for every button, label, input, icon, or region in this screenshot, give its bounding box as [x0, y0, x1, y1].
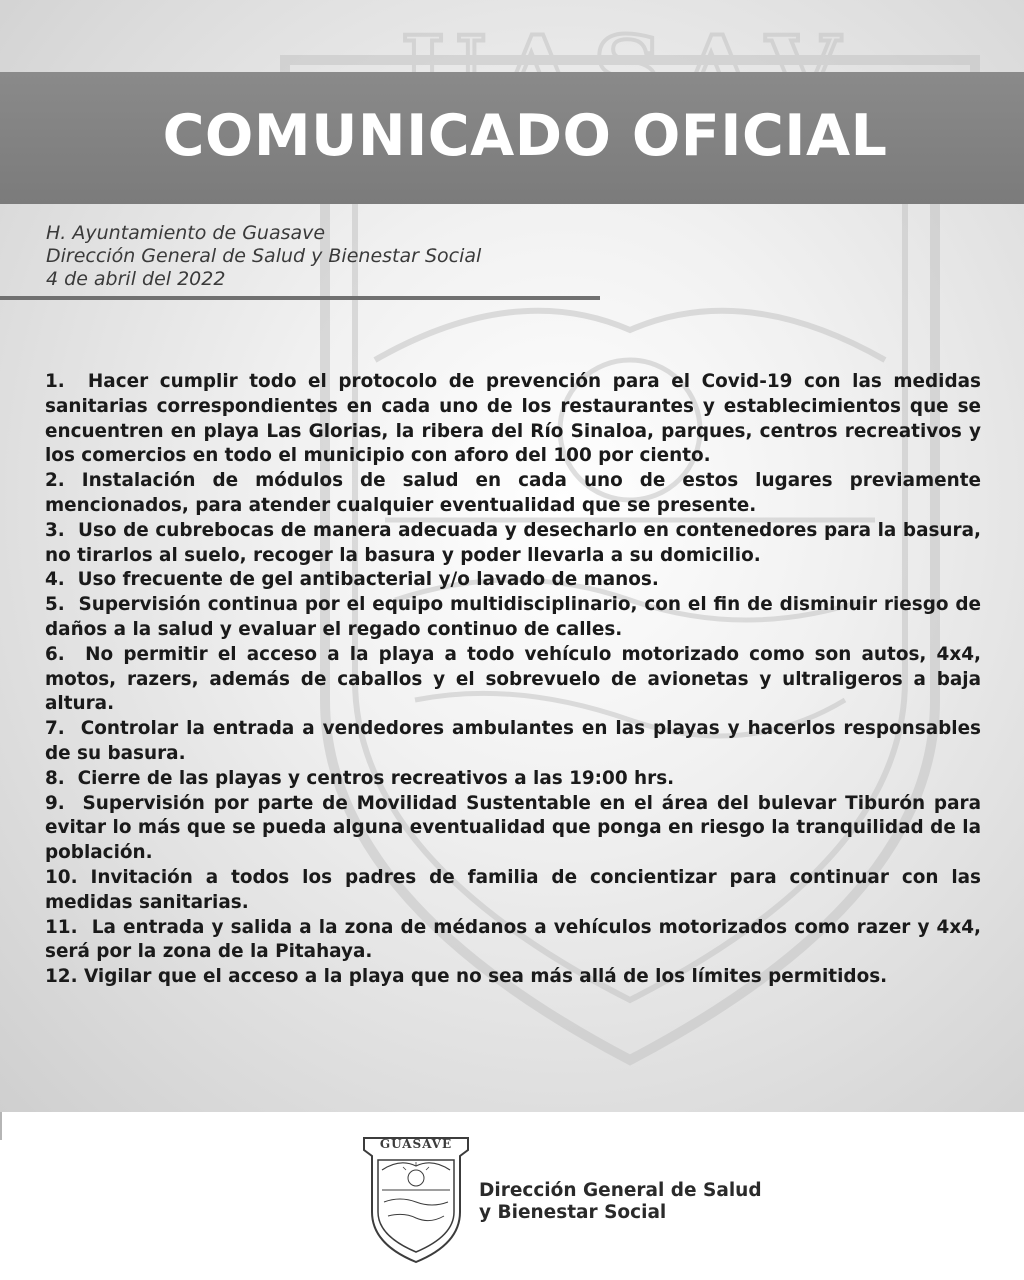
list-item: [45, 519, 981, 569]
document-header: [46, 222, 481, 291]
item-text: Supervisión por parte de Movilidad Sustentable en el área del bulevar Tiburón para evitar lo más que se pueda alguna eventualidad que ponga en riesgo la tranquilidad de la población.: [45, 792, 981, 864]
item-text: Instalación de módulos de salud en cada uno de estos lugares previamente mencionados, para atender cualquier eventualidad que se presente.: [45, 470, 981, 516]
item-text: No permitir el acceso a la playa a todo vehículo motorizado como son autos, 4x4, motos, razers, además de caballos y el sobrevuelo de avionetas y ultraligeros a baja altura.: [45, 643, 981, 715]
item-text: Controlar la entrada a vendedores ambulantes en las playas y hacerlos responsables de su basura.: [45, 718, 981, 764]
list-item: [45, 568, 981, 593]
item-number: 5.: [45, 594, 79, 616]
item-text: Hacer cumplir todo el protocolo de prevención para el Covid-19 con las medidas sanitarias correspondientes en cada uno de los restaurantes y establecimientos que se encuentren en playa Las Glorias, la ribera del Río Sinaloa, parques, centros recreativos y los comercios en todo el municipio con aforo del 100 por ciento.: [45, 371, 982, 467]
item-number: 6.: [45, 643, 86, 665]
item-text: Vigilar que el acceso a la playa que no sea más allá de los límites permitidos.: [83, 966, 888, 988]
item-text: La entrada y salida a la zona de médanos a vehículos motorizados como razer y 4x4, será por la zona de la Pitahaya.: [45, 916, 981, 963]
list-item: [45, 469, 981, 519]
item-text: Cierre de las playas y centros recreativos a las 19:00 hrs.: [77, 767, 675, 789]
footer-divider-mark: [0, 1112, 2, 1140]
item-number: 11.: [45, 916, 92, 938]
item-number: 9.: [45, 792, 83, 814]
item-number: 8.: [45, 767, 78, 789]
list-item: [45, 717, 981, 767]
item-number: 1.: [45, 371, 88, 392]
list-item: [45, 370, 981, 469]
list-item: [45, 965, 981, 990]
footer-department: [479, 1180, 762, 1224]
page-title: COMUNICADO OFICIAL: [162, 103, 888, 169]
item-text: Uso de cubrebocas de manera adecuada y desecharlo en contenedores para la basura, no tirarlos al suelo, recoger la basura y poder llevarla a su domicilio.: [45, 519, 981, 566]
item-text: Supervisión continua por el equipo multidisciplinario, con el fin de disminuir riesgo de daños a la salud y evaluar el regado continuo de calles.: [45, 594, 981, 640]
header-org: H. Ayuntamiento de Guasave: [46, 222, 326, 244]
header-date: 4 de abril del 2022: [46, 268, 226, 290]
list-item: [45, 866, 981, 916]
header-divider: [0, 296, 600, 300]
item-number: 12.: [45, 966, 84, 988]
item-number: 2.: [45, 470, 82, 492]
list-item: [45, 767, 981, 792]
list-item: [45, 916, 981, 966]
list-item: [45, 643, 981, 717]
guasave-seal-logo: [360, 1126, 472, 1266]
list-item: [45, 593, 981, 643]
header-department: Dirección General de Salud y Bienestar Social: [46, 245, 482, 267]
measures-list: [45, 370, 981, 990]
item-number: 3.: [45, 519, 78, 541]
item-number: 10.: [45, 866, 91, 888]
item-text: Uso frecuente de gel antibacterial y/o lavado de manos.: [77, 569, 659, 591]
footer-dept-line-2: y Bienestar Social: [479, 1202, 667, 1223]
seal-text: GUASAVE: [379, 1137, 453, 1151]
item-text: Invitación a todos los padres de familia de concientizar para continuar con las medidas sanitarias.: [45, 866, 982, 913]
item-number: 4.: [45, 569, 78, 591]
list-item: [45, 792, 981, 866]
footer-dept-line-1: Dirección General de Salud: [479, 1180, 762, 1201]
item-number: 7.: [45, 718, 81, 740]
